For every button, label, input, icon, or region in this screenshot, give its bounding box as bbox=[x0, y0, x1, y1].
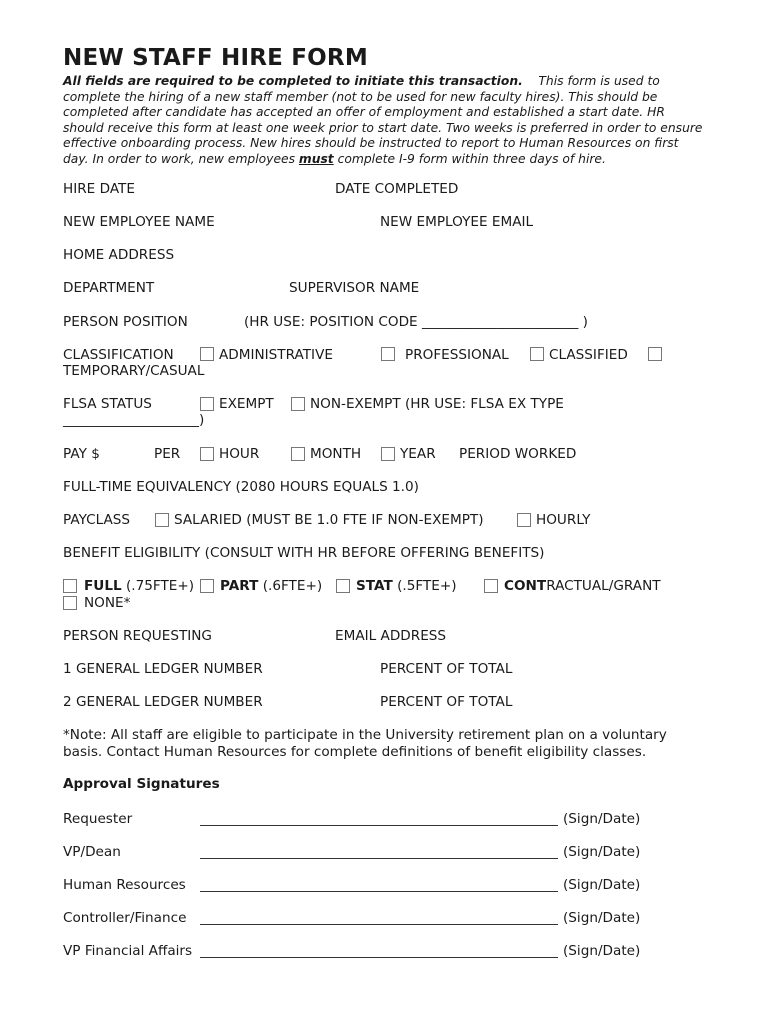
fte-label: FULL-TIME EQUIVALENCY (2080 HOURS EQUALS 1.0) bbox=[63, 479, 419, 495]
part-label bbox=[220, 578, 322, 595]
part-checkbox[interactable] bbox=[200, 579, 214, 593]
benefit-eligibility-label: BENEFIT ELIGIBILITY (CONSULT WITH HR BEFORE OFFERING BENEFITS) bbox=[63, 545, 545, 561]
position-code-label: (HR USE: POSITION CODE _______________________ ) bbox=[244, 314, 588, 330]
gl1-label: 1 GENERAL LEDGER NUMBER bbox=[63, 661, 263, 677]
contractual-label-rest: RACTUAL/GRANT bbox=[546, 578, 661, 594]
full-checkbox[interactable] bbox=[63, 579, 77, 593]
hire-date-label: HIRE DATE bbox=[63, 181, 135, 197]
salaried-label: SALARIED (MUST BE 1.0 FTE IF NON-EXEMPT) bbox=[174, 512, 484, 528]
non-exempt-label: NON-EXEMPT (HR USE: FLSA EX TYPE bbox=[310, 396, 564, 412]
gl2-percent-label: PERCENT OF TOTAL bbox=[380, 694, 513, 710]
administrative-label: ADMINISTRATIVE bbox=[219, 347, 333, 363]
month-checkbox[interactable] bbox=[291, 447, 305, 461]
stat-label bbox=[356, 578, 457, 595]
signature-label: Human Resources bbox=[63, 877, 186, 893]
sign-date-label: (Sign/Date) bbox=[563, 910, 641, 926]
flsa-ex-type-line: ____________________) bbox=[63, 412, 205, 428]
payclass-label: PAYCLASS bbox=[63, 512, 131, 528]
signature-label: Requester bbox=[63, 811, 133, 827]
none-checkbox[interactable] bbox=[63, 596, 77, 610]
sign-date-label: (Sign/Date) bbox=[563, 844, 641, 860]
temporary-casual-label: TEMPORARY/CASUAL bbox=[63, 363, 205, 379]
year-checkbox[interactable] bbox=[381, 447, 395, 461]
temporary-casual-checkbox[interactable] bbox=[648, 347, 662, 361]
person-position-label: PERSON POSITION bbox=[63, 314, 188, 330]
hour-label: HOUR bbox=[219, 446, 260, 462]
administrative-checkbox[interactable] bbox=[200, 347, 214, 361]
professional-checkbox[interactable] bbox=[381, 347, 395, 361]
signature-line[interactable] bbox=[200, 891, 558, 892]
classified-label: CLASSIFIED bbox=[549, 347, 628, 363]
signature-line[interactable] bbox=[200, 924, 558, 925]
part-label-rest: (.6FTE+) bbox=[258, 578, 323, 594]
full-label bbox=[84, 578, 194, 595]
signature-label: VP Financial Affairs bbox=[63, 943, 193, 959]
date-completed-label: DATE COMPLETED bbox=[335, 181, 459, 197]
classified-checkbox[interactable] bbox=[530, 347, 544, 361]
intro-body: This form is used to complete the hiring of a new staff member (not to be used for new faculty hires). This should be completed after candidate has accepted an offer of employment and established a start date. HR should receive this form at least one week prior to start date. Two weeks is preferred in order to ensure effective onboarding process. New hires should be instructed to report to Human Resources on first day. In order to work, new employees bbox=[63, 74, 703, 166]
professional-label: PROFESSIONAL bbox=[405, 347, 509, 363]
intro-must: must bbox=[298, 151, 334, 166]
full-label-rest: (.75FTE+) bbox=[121, 578, 195, 594]
new-employee-name-label: NEW EMPLOYEE NAME bbox=[63, 214, 215, 230]
note-line-2: basis. Contact Human Resources for complete definitions of benefit eligibility classes. bbox=[63, 744, 647, 760]
stat-label-rest: (.5FTE+) bbox=[392, 578, 457, 594]
department-label: DEPARTMENT bbox=[63, 280, 155, 296]
sign-date-label: (Sign/Date) bbox=[563, 811, 641, 827]
intro-end: complete I-9 form within three days of hire. bbox=[337, 151, 606, 166]
none-label: NONE* bbox=[84, 595, 131, 611]
signature-label: VP/Dean bbox=[63, 844, 121, 860]
gl2-label: 2 GENERAL LEDGER NUMBER bbox=[63, 694, 263, 710]
signature-line[interactable] bbox=[200, 858, 558, 859]
exempt-checkbox[interactable] bbox=[200, 397, 214, 411]
contractual-checkbox[interactable] bbox=[484, 579, 498, 593]
signature-label: Controller/Finance bbox=[63, 910, 187, 926]
contractual-label-bold: CONT bbox=[504, 578, 547, 594]
signature-line[interactable] bbox=[200, 825, 558, 826]
full-label-bold: FULL bbox=[84, 578, 122, 594]
note-line-1: *Note: All staff are eligible to participate in the University retirement plan on a voluntary bbox=[63, 727, 667, 743]
form-title: NEW STAFF HIRE FORM bbox=[63, 45, 368, 71]
new-employee-email-label: NEW EMPLOYEE EMAIL bbox=[380, 214, 534, 230]
hourly-checkbox[interactable] bbox=[517, 513, 531, 527]
non-exempt-checkbox[interactable] bbox=[291, 397, 305, 411]
sign-date-label: (Sign/Date) bbox=[563, 943, 641, 959]
supervisor-name-label: SUPERVISOR NAME bbox=[289, 280, 420, 296]
stat-checkbox[interactable] bbox=[336, 579, 350, 593]
period-worked-label: PERIOD WORKED bbox=[459, 446, 577, 462]
month-label: MONTH bbox=[310, 446, 362, 462]
sign-date-label: (Sign/Date) bbox=[563, 877, 641, 893]
per-label: PER bbox=[154, 446, 181, 462]
signature-line[interactable] bbox=[200, 957, 558, 958]
part-label-bold: PART bbox=[220, 578, 259, 594]
salaried-checkbox[interactable] bbox=[155, 513, 169, 527]
home-address-label: HOME ADDRESS bbox=[63, 247, 175, 263]
gl1-percent-label: PERCENT OF TOTAL bbox=[380, 661, 513, 677]
intro-text bbox=[63, 74, 703, 168]
intro-bold: All fields are required to be completed to initiate this transaction. bbox=[63, 74, 523, 88]
contractual-label bbox=[504, 578, 661, 595]
stat-label-bold: STAT bbox=[356, 578, 393, 594]
hourly-label: HOURLY bbox=[536, 512, 591, 528]
person-requesting-label: PERSON REQUESTING bbox=[63, 628, 212, 644]
year-label: YEAR bbox=[400, 446, 436, 462]
email-address-label: EMAIL ADDRESS bbox=[335, 628, 447, 644]
classification-label: CLASSIFICATION bbox=[63, 347, 174, 363]
approval-heading: Approval Signatures bbox=[63, 776, 220, 792]
pay-label: PAY $ bbox=[63, 446, 100, 462]
flsa-status-label: FLSA STATUS bbox=[63, 396, 152, 412]
hour-checkbox[interactable] bbox=[200, 447, 214, 461]
exempt-label: EXEMPT bbox=[219, 396, 274, 412]
